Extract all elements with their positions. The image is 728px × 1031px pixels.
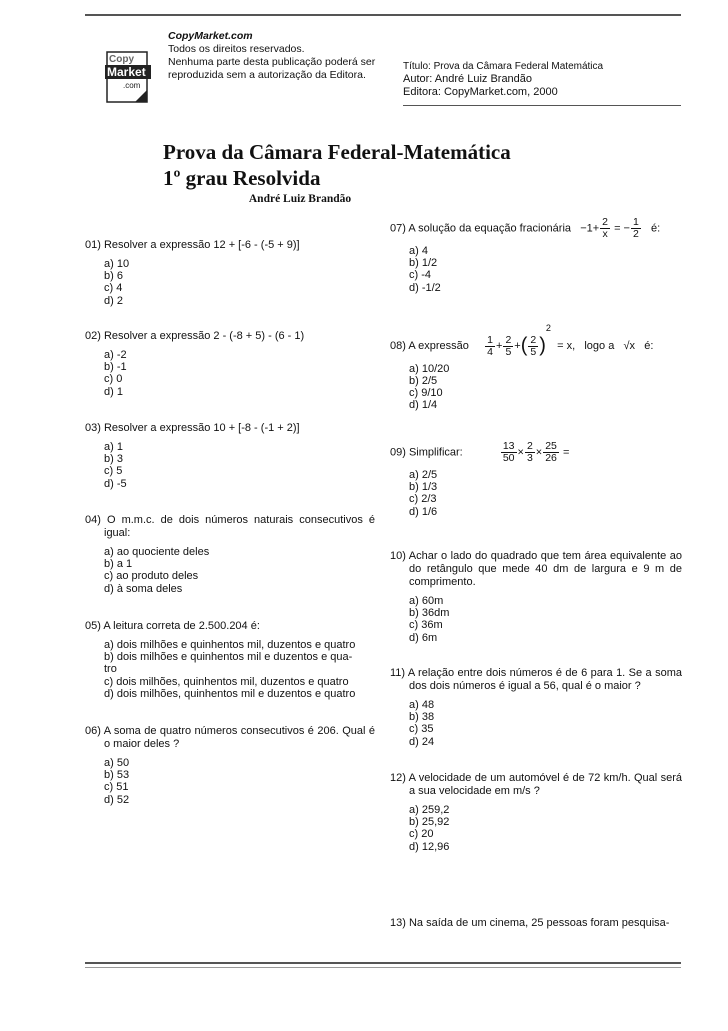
question-text: 01) Resolver a expressão 12 + [-6 - (-5 + 9)]	[85, 239, 300, 251]
question-08	[390, 322, 682, 411]
question-text: 05) A leitura correta de 2.500.204 é:	[85, 620, 260, 632]
question-text: 07) A solução da equação fracionária −1+ $\frac{2}{x}$ = − $\frac{1}{2}$ é:	[390, 216, 661, 240]
header-rule	[403, 105, 681, 106]
logo-bot-text: .com	[123, 81, 141, 90]
notice-line-2: reproduzida sem a autorização da Editora.	[168, 69, 366, 81]
option: a) 1	[104, 441, 123, 453]
question-07	[390, 217, 682, 294]
question-13	[390, 917, 682, 930]
doc-author: Autor: André Luiz Brandão	[403, 73, 533, 85]
option: b) 1/2	[409, 257, 438, 270]
doc-title: Título: Prova da Câmara Federal Matemática	[403, 61, 604, 72]
option: a) 60m	[409, 595, 444, 607]
option: a) ao quociente deles	[104, 546, 210, 558]
logo-mid-text: Market	[107, 65, 146, 79]
author-name: André Luiz Brandão	[248, 193, 352, 205]
question-02	[85, 330, 375, 398]
question-03	[85, 422, 375, 490]
option: b) 2/5	[409, 374, 438, 387]
option: d) 1/4	[409, 399, 438, 412]
option: d) dois milhões, quinhentos mil e duzentos e quatro	[104, 687, 356, 700]
option: a) 50	[104, 757, 130, 769]
option: b) 36dm	[409, 607, 450, 620]
option: c) 51	[104, 781, 129, 794]
fraction: $\frac{13}{50}$	[502, 440, 515, 464]
option: tro	[104, 663, 117, 676]
option: a) 10	[104, 258, 130, 270]
fraction: $\frac{2}{5}$	[530, 333, 537, 358]
logo-top-text: Copy	[109, 54, 134, 65]
option: b) 3	[104, 453, 123, 466]
option: b) a 1	[104, 558, 133, 571]
question-04	[85, 514, 375, 595]
title-line-1: Prova da Câmara Federal-Matemática	[163, 140, 511, 164]
fraction: $\frac{1}{2}$	[632, 216, 639, 240]
fraction: $\frac{2}{5}$	[505, 333, 512, 358]
bottom-rule	[85, 962, 681, 964]
option: c) 20	[409, 828, 434, 841]
option: c) dois milhões, quinhentos mil, duzentos e quatro	[104, 675, 349, 688]
question-text: 11) A relação entre dois números é de 6 para 1. Se a soma dos dois números é igual a 56, qual é o maior ?	[390, 667, 682, 692]
option: c) 35	[409, 723, 434, 736]
question-11	[390, 667, 682, 748]
option: d) à soma deles	[104, 582, 183, 595]
header-right	[403, 60, 603, 99]
option: b) -1	[104, 361, 127, 374]
question-text: 06) A soma de quatro números consecutivos é 206. Qual é o maior deles ?	[85, 725, 375, 750]
question-text: 13) Na saída de um cinema, 25 pessoas foram pesquisa-	[390, 917, 670, 929]
doc-publisher: Editora: CopyMarket.com, 2000	[403, 86, 558, 98]
option: d) -1/2	[409, 281, 441, 294]
bottom-rule-thin	[85, 967, 681, 968]
option: c) 36m	[409, 619, 443, 632]
rights-text: Todos os direitos reservados.	[168, 43, 305, 55]
question-text: 09) Simplificar: $\frac{13}{50}$ × $\frac{2}{3}$ × $\frac{25}{26}$ =	[390, 440, 570, 464]
top-rule	[85, 14, 681, 16]
question-06	[85, 725, 375, 806]
option: b) 25,92	[409, 816, 450, 829]
question-text: 08) A expressão $\frac{1}{4}$ + $\frac{2}{5}$ +( $\frac{2}{5}$ )$^2$ = x, logo a √x é:	[390, 323, 654, 358]
option: c) -4	[409, 269, 431, 282]
option: a) dois milhões e quinhentos mil, duzentos e quatro	[104, 639, 356, 651]
title-line-2: 1º grau Resolvida	[163, 166, 321, 190]
fraction: $\frac{2}{3}$	[526, 440, 533, 464]
question-text: 02) Resolver a expressão 2 - (-8 + 5) - (6 - 1)	[85, 330, 305, 342]
header-left	[168, 30, 375, 82]
option: a) 10/20	[409, 362, 450, 375]
option: c) 0	[104, 373, 123, 386]
option: b) 53	[104, 769, 130, 782]
option: d) 52	[104, 793, 130, 806]
option: d) 24	[409, 735, 435, 748]
option: d) 2	[104, 294, 123, 307]
question-05	[85, 620, 375, 700]
option: c) 4	[104, 282, 123, 295]
question-text: 12) A velocidade de um automóvel é de 72 km/h. Qual será a sua velocidade em m/s ?	[390, 772, 682, 797]
option: a) 48	[409, 699, 435, 711]
question-12	[390, 772, 682, 853]
option: a) 4	[409, 245, 428, 257]
option: b) 1/3	[409, 481, 438, 494]
copymarket-logo	[105, 50, 153, 106]
option: d) 12,96	[409, 840, 450, 853]
option: a) 259,2	[409, 804, 450, 816]
fraction: $\frac{25}{26}$	[545, 440, 557, 464]
question-text: 04) O m.m.c. de dois números naturais consecutivos é igual:	[85, 514, 375, 539]
question-01	[85, 239, 375, 307]
page-title	[163, 139, 511, 191]
brand-name: CopyMarket.com	[168, 30, 253, 42]
notice-line-1: Nenhuma parte desta publicação poderá ser	[168, 56, 376, 68]
option: a) -2	[104, 349, 127, 361]
option: c) ao produto deles	[104, 570, 199, 583]
option: c) 5	[104, 465, 123, 478]
question-10	[390, 550, 682, 644]
option: d) 1/6	[409, 505, 438, 518]
fraction: $\frac{2}{x}$	[602, 216, 609, 240]
option: d) 1	[104, 385, 123, 398]
question-text: 03) Resolver a expressão 10 + [-8 - (-1 + 2)]	[85, 422, 300, 434]
question-09	[390, 441, 682, 518]
option: d) -5	[104, 477, 127, 490]
option: c) 2/3	[409, 493, 437, 506]
question-text: 10) Achar o lado do quadrado que tem área equivalente ao do retângulo que mede 40 dm de largura e 9 m de comprimento.	[390, 550, 682, 588]
option: c) 9/10	[409, 387, 443, 399]
option: b) dois milhões e quinhentos mil e duzentos e qua-	[104, 651, 353, 664]
option: a) 2/5	[409, 469, 438, 481]
option: b) 38	[409, 711, 435, 724]
fraction: $\frac{1}{4}$	[487, 333, 494, 358]
option: d) 6m	[409, 631, 438, 644]
option: b) 6	[104, 270, 123, 283]
